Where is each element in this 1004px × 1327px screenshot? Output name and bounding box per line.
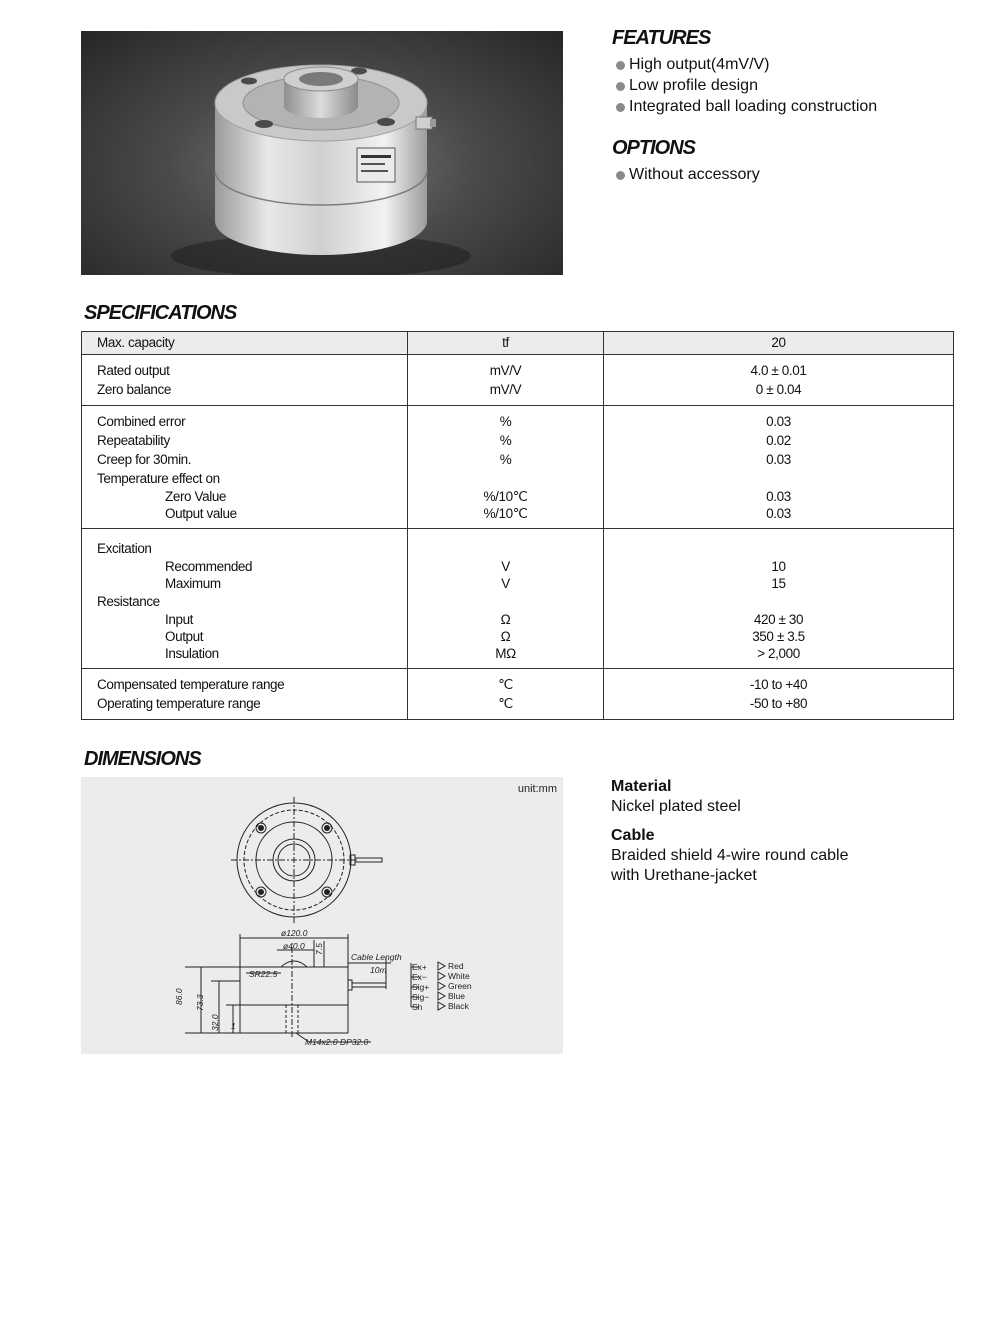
dimension-label: 10m [370, 965, 387, 975]
bullet-icon [616, 103, 625, 112]
spec-unit: % [499, 452, 512, 467]
options-list [614, 164, 760, 185]
wire-color: Red [448, 961, 464, 971]
spec-label: Maximum [165, 576, 221, 591]
bullet-icon [616, 61, 625, 70]
wire-color: Black [448, 1001, 469, 1011]
material-title: Material [611, 778, 672, 795]
spec-unit: % [499, 433, 512, 448]
table-row-group [82, 669, 954, 720]
features-title: FEATURES [612, 27, 711, 49]
unit-label: unit:mm [517, 783, 557, 795]
dimension-label: SR22.5 [249, 969, 278, 979]
spec-unit: mV/V [489, 363, 522, 378]
spec-label: Input [165, 612, 194, 627]
dimension-label: M14x2.0 DP32.0 [305, 1037, 369, 1047]
spec-value [604, 539, 953, 558]
bullet-icon [616, 82, 625, 91]
wire-pin: Sig− [412, 992, 430, 1002]
spec-label: Recommended [165, 559, 253, 574]
spec-value: 0.03 [766, 452, 791, 467]
wire-color: White [448, 971, 470, 981]
dimensions-drawing [81, 777, 563, 1054]
spec-label: Resistance [97, 594, 160, 609]
list-item: Without accessory [614, 164, 760, 185]
spec-unit: % [499, 414, 512, 429]
spec-unit: ℃ [498, 696, 513, 711]
list-item: High output(4mV/V) [614, 54, 877, 75]
spec-unit: ℃ [498, 677, 513, 692]
header-unit: tf [408, 332, 604, 355]
spec-label: Temperature effect on [97, 471, 220, 486]
table-row-group [82, 529, 954, 669]
spec-value: 420 ± 30 [753, 612, 804, 627]
specifications-title: SPECIFICATIONS [84, 302, 237, 324]
wire-pin: Sh [412, 1002, 423, 1012]
spec-unit [408, 592, 603, 611]
spec-unit: MΩ [495, 646, 516, 661]
header-label: Max. capacity [82, 332, 408, 355]
spec-value: -10 to +40 [749, 677, 808, 692]
table-row-group [82, 355, 954, 406]
spec-unit: Ω [500, 629, 511, 644]
spec-value [604, 469, 953, 488]
list-item: Integrated ball loading construction [614, 96, 877, 117]
spec-unit: V [501, 576, 510, 591]
features-list [614, 54, 877, 117]
header-value: 20 [604, 332, 954, 355]
spec-label: Repeatability [97, 433, 170, 448]
spec-unit [408, 539, 603, 558]
options-title: OPTIONS [612, 137, 696, 159]
specifications-table [81, 331, 954, 720]
load-cell-image [81, 31, 563, 275]
spec-label: Insulation [165, 646, 219, 661]
dimension-label: ø120.0 [281, 928, 308, 938]
spec-label: Excitation [97, 541, 152, 556]
wire-color: Blue [448, 991, 466, 1001]
dimension-label: ø40.0 [283, 941, 305, 951]
dimension-label: 86.0 [174, 988, 184, 1005]
spec-label: Creep for 30min. [97, 452, 192, 467]
wire-pin: Sig+ [412, 982, 430, 992]
bullet-icon [616, 171, 625, 180]
spec-label: Rated output [97, 363, 170, 378]
dimension-label: 73.3 [195, 994, 205, 1011]
material-value: Nickel plated steel [611, 798, 741, 815]
spec-value: 0.03 [766, 489, 791, 504]
wire-color: Green [448, 981, 472, 991]
spec-unit: V [501, 559, 510, 574]
spec-label: Compensated temperature range [97, 677, 285, 692]
table-header-row [82, 332, 954, 355]
spec-label: Operating temperature range [97, 696, 261, 711]
list-item: Low profile design [614, 75, 877, 96]
spec-unit: Ω [500, 612, 511, 627]
wire-pin: Ex− [412, 972, 427, 982]
cable-line-2: with Urethane-jacket [611, 867, 757, 884]
spec-value: > 2,000 [757, 646, 800, 661]
dimension-label: 32.0 [210, 1014, 220, 1031]
dimension-label: 7.5 [314, 943, 324, 955]
spec-value: 4.0 ± 0.01 [750, 363, 807, 378]
spec-unit: %/10℃ [483, 489, 528, 504]
spec-unit [408, 469, 603, 488]
table-row-group [82, 406, 954, 529]
cable-title: Cable [611, 827, 655, 844]
spec-value: 10 [771, 559, 786, 574]
technical-drawing [81, 777, 563, 1054]
spec-value: 15 [771, 576, 786, 591]
spec-label: Zero balance [97, 382, 171, 397]
spec-label: Combined error [97, 414, 186, 429]
dimension-label: 1 [231, 1021, 236, 1031]
spec-value: -50 to +80 [749, 696, 808, 711]
spec-value: 0 ± 0.04 [755, 382, 802, 397]
spec-value [604, 592, 953, 611]
spec-unit: %/10℃ [483, 506, 528, 521]
spec-value: 350 ± 3.5 [752, 629, 805, 644]
spec-value: 0.03 [766, 414, 791, 429]
spec-label: Output [165, 629, 204, 644]
spec-unit: mV/V [489, 382, 522, 397]
spec-label: Zero Value [165, 489, 227, 504]
spec-value: 0.03 [766, 506, 791, 521]
dimension-label: Cable Length [351, 952, 402, 962]
cable-line-1: Braided shield 4-wire round cable [611, 847, 849, 864]
spec-value: 0.02 [766, 433, 791, 448]
wire-pin: Ex+ [412, 962, 427, 972]
dimensions-title: DIMENSIONS [84, 748, 201, 770]
product-photo [81, 31, 563, 275]
material-section [611, 777, 848, 886]
spec-label: Output value [165, 506, 237, 521]
